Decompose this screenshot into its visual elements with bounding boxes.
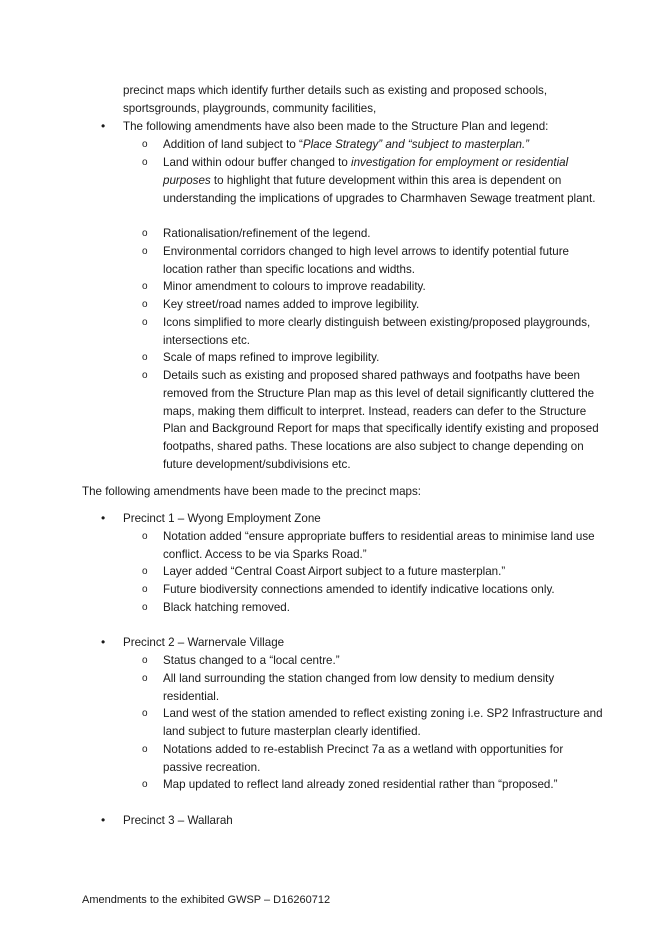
bullet-marker: • — [101, 119, 106, 133]
sub-bullet-marker: o — [142, 602, 148, 613]
sub-bullet-marker: o — [142, 708, 148, 719]
precinct-item — [142, 528, 603, 564]
item-text: Black hatching removed. — [163, 601, 290, 614]
item-text: Map updated to reflect land already zoned residential rather than “proposed.” — [163, 778, 558, 791]
sub-bullet-marker: o — [142, 655, 148, 666]
item-text: Status changed to a “local centre.” — [163, 654, 340, 667]
precinct-item — [142, 581, 603, 599]
structure-item — [142, 296, 603, 314]
item-text: Addition of land subject to “ — [163, 138, 303, 151]
item-text: All land surrounding the station changed from low density to medium density residential. — [163, 672, 555, 703]
precinct-item — [142, 776, 603, 794]
item-text: Key street/road names added to improve legibility. — [163, 298, 420, 311]
precinct-item — [142, 563, 603, 581]
bullet-marker: • — [101, 511, 106, 525]
page-footer: Amendments to the exhibited GWSP – D16260712 — [82, 894, 331, 906]
sub-bullet-marker: o — [142, 370, 148, 381]
item-text: Notations added to re-establish Precinct 7a as a wetland with opportunities for passive recreation. — [163, 743, 564, 774]
structure-item — [142, 349, 603, 367]
sub-bullet-marker: o — [142, 246, 148, 257]
structure-item — [142, 278, 603, 296]
bullet-precinct-3 — [101, 812, 603, 830]
item-italic-text: investigation for employment or residential purposes — [163, 156, 569, 187]
structure-item — [142, 367, 603, 474]
item-text: to highlight that future development within this area is dependent on understanding the implications of upgrades to Charmhaven Sewage treatment plant. — [163, 173, 596, 205]
precinct-item — [142, 652, 603, 670]
sub-bullet-marker: o — [142, 228, 148, 239]
structure-item — [142, 243, 603, 279]
precinct-title: Precinct 3 – Wallarah — [123, 814, 233, 827]
item-text: Layer added “Central Coast Airport subject to a future masterplan.” — [163, 565, 506, 578]
bullet-structure-plan — [101, 118, 603, 136]
sub-bullet-marker: o — [142, 584, 148, 595]
sub-bullet-marker: o — [142, 317, 148, 328]
item-text: Future biodiversity connections amended to identify indicative locations only. — [163, 583, 555, 596]
sub-bullet-marker: o — [142, 779, 148, 790]
item-text: Rationalisation/refinement of the legend. — [163, 227, 371, 240]
item-text: Minor amendment to colours to improve readability. — [163, 280, 426, 293]
structure-item — [142, 314, 603, 350]
precinct-item — [142, 599, 603, 617]
sub-bullet-marker: o — [142, 531, 148, 542]
bullet-text: The following amendments have also been made to the Structure Plan and legend: — [123, 120, 549, 133]
item-text: Notation added “ensure appropriate buffers to residential areas to minimise land use conflict. Access to be via Sparks Road.” — [163, 530, 595, 561]
item-text: Land within odour buffer changed to — [163, 156, 352, 169]
sub-bullet-marker: o — [142, 299, 148, 310]
precinct-item — [142, 705, 603, 741]
precinct-item — [142, 741, 603, 777]
sub-bullet-marker: o — [142, 157, 148, 168]
sub-bullet-marker: o — [142, 352, 148, 363]
item-text: Environmental corridors changed to high level arrows to identify potential future location rather than specific locations and widths. — [163, 245, 570, 276]
sub-bullet-marker: o — [142, 281, 148, 292]
item-text: Details such as existing and proposed shared pathways and footpaths have been removed from the Structure Plan map as this level of detail significantly cluttered the maps, making them difficult to interpret. Instead, readers can defer to the Structure Plan and Background Report for maps that specifically identify existing and proposed footpaths, shared paths. These locations are also subject to change depending on future development/subdivisions etc. — [163, 369, 599, 471]
bullet-precinct-1 — [101, 510, 603, 528]
sub-bullet-marker: o — [142, 566, 148, 577]
precinct-title: Precinct 2 – Warnervale Village — [123, 636, 285, 649]
item-text: Scale of maps refined to improve legibility. — [163, 351, 380, 364]
structure-item — [142, 225, 603, 243]
precinct-item — [142, 670, 603, 706]
continuation-text: precinct maps which identify further details such as existing and proposed schools, sportsgrounds, playgrounds, community facilities, — [123, 84, 548, 115]
precinct-title: Precinct 1 – Wyong Employment Zone — [123, 512, 321, 525]
item-text: Icons simplified to more clearly distinguish between existing/proposed playgrounds, intersections etc. — [163, 316, 591, 347]
sub-bullet-marker: o — [142, 139, 148, 150]
bullet-marker: • — [101, 635, 106, 649]
sub-bullet-marker: o — [142, 673, 148, 684]
precinct-intro-paragraph: The following amendments have been made to the precinct maps: — [82, 485, 421, 498]
bullet-precinct-2 — [101, 634, 603, 652]
item-text: Land west of the station amended to reflect existing zoning i.e. SP2 Infrastructure and land subject to future masterplan clearly identified. — [163, 707, 603, 738]
structure-item — [142, 136, 603, 154]
structure-item — [142, 154, 603, 207]
sub-bullet-marker: o — [142, 744, 148, 755]
item-italic-text: Place Strategy” and “subject to masterplan.” — [302, 138, 530, 151]
bullet-marker: • — [101, 813, 106, 827]
